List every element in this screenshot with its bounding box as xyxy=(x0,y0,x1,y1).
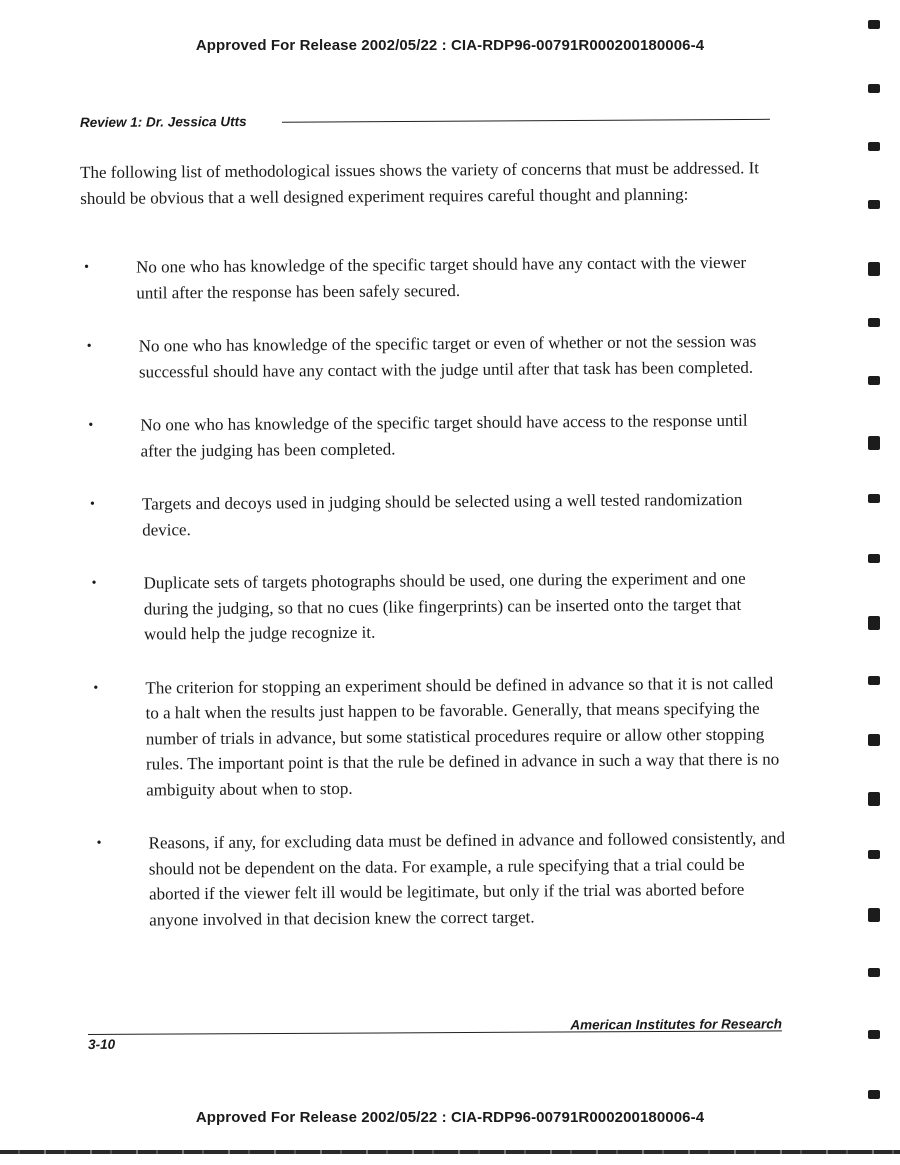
punch-mark xyxy=(868,1030,880,1039)
bullet-marker: • xyxy=(88,417,94,433)
bullet-marker: • xyxy=(96,835,102,851)
list-item xyxy=(93,825,790,932)
list-item-text: The criterion for stopping an experiment should be defined in advance so that it is not called to a halt when the results just happen to be favorable. Generally, that means specifying the number of trials in advance, but some statistical procedures require or allow other stopping rules. The important point is that the rule be defined in advance in such a way that there is no ambiguity about when to stop. xyxy=(145,673,780,799)
list-item xyxy=(80,250,776,306)
list-item xyxy=(83,329,779,385)
bullet-marker: • xyxy=(86,338,92,354)
page-footer xyxy=(88,1014,782,1054)
punch-mark xyxy=(868,554,880,563)
punch-mark xyxy=(868,318,880,327)
punch-mark xyxy=(868,376,880,385)
list-item-text: Targets and decoys used in judging should be selected using a well tested randomization device. xyxy=(141,489,743,540)
punch-mark xyxy=(868,734,880,746)
punch-mark xyxy=(868,262,880,276)
punch-mark xyxy=(868,968,880,977)
punch-mark xyxy=(868,850,880,859)
footer-rule xyxy=(88,1030,782,1035)
list-item-text: Duplicate sets of targets photographs should be used, one during the experiment and one during the judging, so that no cues (like fingerprints) can be inserted onto the target that would help the judge recognize it. xyxy=(143,568,746,644)
list-item xyxy=(86,486,782,542)
list-item xyxy=(89,670,786,803)
bullet-marker: • xyxy=(84,259,90,275)
punch-mark xyxy=(868,616,880,630)
punch-mark xyxy=(868,676,880,685)
review-header xyxy=(80,109,770,135)
methodology-list xyxy=(80,250,786,961)
punch-mark xyxy=(868,1090,880,1099)
list-item-text: No one who has knowledge of the specific target should have access to the response until after the judging has been completed. xyxy=(140,410,748,461)
bullet-marker: • xyxy=(93,680,99,696)
release-banner-top: Approved For Release 2002/05/22 : CIA-RDP96-00791R000200180006-4 xyxy=(195,37,705,54)
bullet-marker: • xyxy=(89,496,95,512)
list-item xyxy=(84,408,780,464)
intro-paragraph: The following list of methodological issues shows the variety of concerns that must be addressed. It should be obvious that a well designed experiment requires careful thought and planning: xyxy=(80,158,760,208)
punch-mark xyxy=(868,20,880,29)
punch-mark xyxy=(868,792,880,806)
punch-mark xyxy=(868,200,880,209)
list-item-text: No one who has knowledge of the specific target should have any contact with the viewer until after the response has been safely secured. xyxy=(136,252,747,303)
page-number: 3-10 xyxy=(88,1036,116,1052)
scan-punch-marks xyxy=(868,0,888,1165)
release-banner-bottom: Approved For Release 2002/05/22 : CIA-RDP96-00791R000200180006-4 xyxy=(195,1109,705,1126)
review-label: Review 1: Dr. Jessica Utts xyxy=(79,113,247,130)
footer-organization: American Institutes for Research xyxy=(570,1016,782,1033)
scan-edge-bar xyxy=(0,1150,900,1154)
list-item-text: Reasons, if any, for excluding data must be defined in advance and followed consistently, and should not be dependent on the data. For example, a rule specifying that a trial could be aborted if the viewer felt ill would be legitimate, but only if the trial was aborted before anyone involved in that decision knew the correct target. xyxy=(148,828,786,929)
punch-mark xyxy=(868,494,880,503)
list-item xyxy=(87,565,784,647)
bullet-marker: • xyxy=(91,575,97,591)
punch-mark xyxy=(868,84,880,93)
punch-mark xyxy=(868,436,880,450)
list-item-text: No one who has knowledge of the specific target or even of whether or not the session was successful should have any contact with the judge until after that task has been completed. xyxy=(138,331,757,382)
punch-mark xyxy=(868,908,880,922)
punch-mark xyxy=(868,142,880,151)
header-rule xyxy=(282,119,770,123)
